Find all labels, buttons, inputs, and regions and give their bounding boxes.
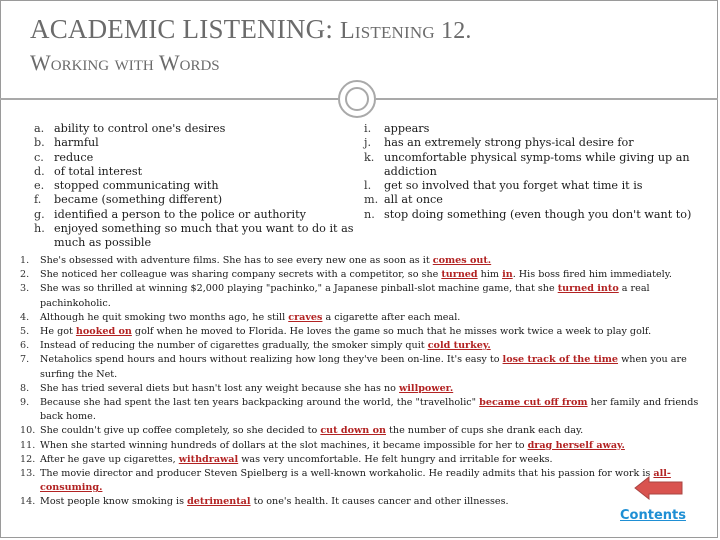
- sentence-number: 12.: [20, 453, 36, 465]
- sentence-item: [20, 353, 700, 381]
- sentence-item: [20, 439, 700, 453]
- sentence-text: a cigarette after each meal.: [322, 311, 461, 323]
- definition-text: harmful: [54, 136, 99, 150]
- sentence-text: She's obsessed with adventure films. She has to see every new one as soon as it: [40, 255, 433, 266]
- answer-phrase: cold turkey.: [427, 340, 491, 352]
- definition-item: [364, 122, 694, 136]
- definition-item: [34, 222, 369, 251]
- answer-phrase: drag herself away.: [527, 439, 625, 451]
- slide-subtitle: Working with Words: [30, 50, 220, 75]
- sentence-text: He got: [40, 326, 76, 338]
- left-arrow-icon[interactable]: [634, 476, 684, 500]
- definition-item: [364, 179, 694, 193]
- sentence-number: 1.: [20, 255, 30, 266]
- sentence-item: [20, 467, 700, 495]
- sentence-item: [20, 396, 700, 424]
- definition-letter: m.: [364, 193, 379, 207]
- definition-item: [34, 136, 372, 150]
- definition-text: identified a person to the police or authority: [54, 207, 306, 221]
- sentence-text: She noticed her colleague was sharing company secrets with a competitor, so she: [40, 269, 442, 281]
- definitions-left-list: [34, 122, 372, 251]
- sentence-text: when you are surfing the Net.: [40, 354, 687, 380]
- sentence-text: her family and friends back home.: [40, 397, 699, 423]
- definition-item: [364, 208, 694, 222]
- sentence-text: Although he quit smoking two months ago, he still: [40, 311, 289, 323]
- definition-text: became (something different): [54, 193, 223, 207]
- sentence-number: 5.: [20, 326, 30, 338]
- sentence-text: Netaholics spend hours and hours without realizing how long they've been on-line. It's easy to: [40, 354, 503, 366]
- answer-phrase: in: [502, 269, 513, 281]
- definition-letter: c.: [34, 150, 44, 164]
- sentence-item: [20, 382, 700, 396]
- sentence-text: Because she had spent the last ten years backpacking around the world, the "travelholic": [40, 397, 480, 409]
- divider-right: [376, 98, 718, 100]
- sentence-item: [20, 254, 700, 268]
- sentence-number: 4.: [20, 311, 30, 323]
- sentence-item: [20, 339, 700, 353]
- answer-phrase: comes out.: [432, 255, 492, 266]
- definition-letter: a.: [34, 122, 45, 135]
- sentence-text: When she started winning hundreds of dollars at the slot machines, it became impossible for her to: [40, 439, 528, 451]
- definition-text: get so involved that you forget what time it is: [384, 179, 643, 193]
- definition-item: [34, 151, 369, 165]
- definition-text: enjoyed something so much that you want to do it as much as possible: [54, 222, 354, 250]
- sentence-text: Most people know smoking is: [40, 496, 188, 508]
- answer-phrase: craves: [288, 311, 323, 323]
- definition-item: [364, 151, 694, 180]
- definition-text: of total interest: [54, 164, 143, 178]
- answer-phrase: all-consuming.: [40, 468, 671, 494]
- sentence-number: 8.: [20, 382, 30, 394]
- slide-title-listening: Listening 12.: [339, 18, 472, 44]
- sentence-text: The movie director and producer Steven Spielberg is a well-known workaholic. He readily admits that his passion for work is: [40, 468, 654, 480]
- answer-phrase: turned: [441, 269, 478, 281]
- definition-letter: k.: [364, 150, 375, 164]
- definition-item: [364, 136, 694, 150]
- sentence-text: . His boss fired him immediately.: [512, 269, 672, 281]
- sentence-number: 3.: [20, 283, 30, 295]
- slide-title: ACADEMIC LISTENING: Listening 12.: [30, 14, 472, 44]
- definition-letter: i.: [364, 122, 372, 135]
- contents-link[interactable]: Contents: [620, 508, 686, 523]
- definition-item: [34, 193, 369, 207]
- sentence-number: 9.: [20, 397, 30, 409]
- sentence-item: [20, 311, 700, 325]
- sentence-number: 7.: [20, 354, 30, 366]
- sentence-text: a real pachinkoholic.: [40, 283, 650, 309]
- answer-phrase: became cut off from: [479, 397, 588, 409]
- sentence-text: Instead of reducing the number of cigarettes gradually, the smoker simply quit: [40, 340, 428, 352]
- sentence-item: [20, 282, 700, 310]
- sentence-number: 10.: [20, 425, 36, 437]
- answer-phrase: turned into: [557, 283, 619, 295]
- definition-letter: n.: [364, 207, 375, 221]
- definition-item: [34, 165, 369, 179]
- sentences-list: [20, 254, 700, 510]
- definition-letter: g.: [34, 207, 45, 221]
- definition-letter: l.: [364, 179, 372, 193]
- definitions-right-list: [364, 122, 694, 222]
- answer-phrase: willpower.: [399, 382, 454, 394]
- sentence-number: 11.: [20, 439, 36, 451]
- definition-text: appears: [384, 122, 430, 135]
- sentence-text: After he gave up cigarettes,: [40, 453, 179, 465]
- definition-text: has an extremely strong phys-ical desire for: [384, 136, 634, 150]
- sentence-item: [20, 453, 700, 467]
- definition-letter: d.: [34, 164, 45, 178]
- definition-text: stopped communicating with: [54, 179, 219, 193]
- sentence-number: 13.: [20, 468, 36, 480]
- definition-letter: h.: [34, 222, 45, 236]
- definition-letter: b.: [34, 136, 45, 150]
- definition-text: uncomfortable physical symp-toms while giving up an addiction: [384, 150, 690, 178]
- sentence-item: [20, 495, 700, 509]
- definition-letter: f.: [34, 193, 42, 207]
- sentence-text: golf when he moved to Florida. He loves the game so much that he misses work twice a week to play golf.: [131, 326, 652, 338]
- sentence-text: She has tried several diets but hasn't lost any weight because she has no: [40, 382, 400, 394]
- sentence-text: was very uncomfortable. He felt hungry and irritable for weeks.: [238, 453, 553, 465]
- definition-text: all at once: [384, 193, 443, 207]
- sentence-item: [20, 268, 700, 282]
- definition-letter: j.: [364, 136, 372, 150]
- divider-circle-icon: [338, 80, 376, 118]
- sentence-text: the number of cups she drank each day.: [386, 425, 584, 437]
- definition-text: stop doing something (even though you don't want to): [384, 207, 692, 221]
- definition-text: ability to control one's desires: [54, 122, 226, 135]
- answer-phrase: lose track of the time: [502, 354, 619, 366]
- sentence-text: him: [477, 269, 503, 281]
- definition-letter: e.: [34, 179, 45, 193]
- answer-phrase: cut down on: [320, 425, 386, 437]
- sentence-item: [20, 424, 700, 438]
- answer-phrase: hooked on: [75, 326, 132, 338]
- definition-text: reduce: [54, 150, 94, 164]
- definition-item: [364, 193, 694, 207]
- definition-item: [34, 122, 372, 136]
- definition-item: [34, 208, 369, 222]
- sentence-item: [20, 325, 700, 339]
- definition-item: [34, 179, 372, 193]
- answer-phrase: withdrawal: [178, 453, 239, 465]
- sentence-text: She couldn't give up coffee completely, so she decided to: [40, 425, 321, 437]
- divider-left: [0, 98, 338, 100]
- sentence-number: 14.: [20, 496, 36, 508]
- sentence-number: 6.: [20, 340, 30, 352]
- sentence-text: She was so thrilled at winning $2,000 playing "pachinko," a Japanese pinball-slot machine game, that she: [40, 283, 558, 295]
- sentence-text: to one's health. It causes cancer and other illnesses.: [250, 496, 509, 508]
- answer-phrase: detrimental: [187, 496, 251, 508]
- sentence-number: 2.: [20, 269, 30, 281]
